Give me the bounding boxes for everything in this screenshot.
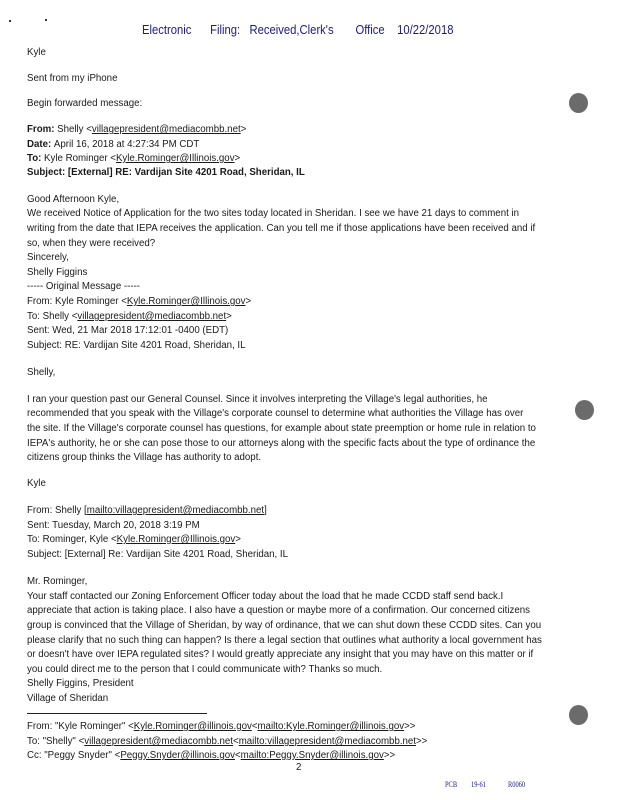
text-line: [27, 721, 415, 733]
text-line: [27, 98, 142, 110]
text-line: [27, 693, 108, 705]
text-line: [27, 73, 117, 85]
text-segment: group is convinced that the Village of Sheridan, by way of ordinance, that we can shut down these CCDD sites. Can you: [27, 620, 542, 631]
text-segment: please clarify that no such thing can happen? Is there a legal section that outlines what authority a local government has: [27, 635, 542, 646]
text-segment: To: "Shelly" <: [27, 736, 85, 747]
text-line: [27, 438, 535, 450]
text-segment: >: [235, 534, 241, 545]
punch-hole-mark: [575, 400, 594, 420]
text-segment: Subject: [External] RE: Vardijan Site 4201 Road, Sheridan, IL: [27, 167, 305, 178]
text-line: [27, 478, 46, 490]
text-segment: Subject: [External] Re: Vardijan Site 4201 Road, Sheridan, IL: [27, 549, 288, 560]
text-segment: Village of Sheridan: [27, 693, 109, 704]
text-line: [27, 605, 530, 617]
text-segment: Kyle: [27, 478, 46, 489]
scan-speck: [45, 19, 47, 21]
text-segment: To: Rominger, Kyle <: [27, 534, 117, 545]
text-line: [27, 534, 241, 546]
stamp-case-number: 19-61: [471, 780, 486, 789]
text-segment: the site. If the Village's corporate counsel has questions, for example about state preemption or home rule in relation to: [27, 423, 536, 434]
text-segment: Cc: "Peggy Snyder" <: [27, 750, 121, 761]
text-segment: <: [251, 721, 258, 732]
text-line: [27, 252, 69, 264]
text-line: [27, 620, 541, 632]
text-line: [27, 238, 155, 250]
text-segment: From: Shelly [: [27, 505, 87, 516]
text-line: [27, 635, 542, 647]
email-link[interactable]: Kyle.Rominger@illinois.gov: [133, 721, 252, 732]
email-link[interactable]: Kyle.Rominger@Illinois.gov: [116, 534, 236, 545]
text-segment: Your staff contacted our Zoning Enforcement Officer today about the load that he made CCDD staff send back.I: [27, 591, 504, 602]
text-segment: Sincerely,: [27, 252, 69, 263]
text-segment: Begin forwarded message:: [27, 98, 143, 109]
text-segment: ]: [264, 505, 267, 516]
text-line: [27, 423, 536, 435]
text-line: [27, 367, 55, 379]
text-segment: April 16, 2018 at 4:27:34 PM CDT: [53, 139, 200, 150]
text-line: [27, 394, 487, 406]
text-line: [27, 520, 200, 532]
stamp-pcb: PCB: [445, 780, 458, 789]
text-line: [27, 736, 427, 748]
text-segment: I ran your question past our General Counsel. Since it involves interpreting the Village's legal authorities, he: [27, 394, 488, 405]
text-line: [27, 153, 240, 165]
text-segment: >: [245, 296, 252, 307]
text-line: [27, 325, 228, 337]
divider-line: [27, 713, 207, 714]
text-line: [27, 208, 519, 220]
email-link[interactable]: mailto:villagepresident@mediacombb.net: [86, 505, 265, 516]
text-segment: <: [234, 750, 241, 761]
email-link[interactable]: villagepresident@mediacombb.net: [84, 736, 234, 747]
text-line: [27, 194, 119, 206]
text-line: [27, 167, 305, 179]
text-segment: Sent: Wed, 21 Mar 2018 17:12:01 -0400 (EDT): [27, 325, 229, 336]
text-segment: Mr. Rominger,: [27, 576, 88, 587]
text-segment: Shelly Figgins, President: [27, 678, 134, 689]
text-line: [27, 281, 140, 293]
text-segment: >: [226, 311, 232, 322]
text-segment: We received Notice of Application for the two sites today located in Sheridan. I see we have 21 days to comment in: [27, 208, 519, 219]
email-link[interactable]: villagepresident@mediacombb.net: [77, 311, 227, 322]
text-segment: Good Afternoon Kyle,: [27, 194, 120, 205]
text-line: [27, 311, 232, 323]
punch-hole-mark: [569, 93, 588, 113]
text-segment: To:: [27, 153, 45, 164]
text-line: [27, 649, 533, 661]
text-segment: Shelly Figgins: [27, 267, 88, 278]
text-line: [27, 408, 523, 420]
text-line: [27, 591, 503, 603]
text-line: [27, 267, 87, 279]
text-line: [27, 549, 288, 561]
email-link[interactable]: villagepresident@mediacombb.net: [91, 124, 241, 135]
email-link[interactable]: Kyle.Rominger@Illinois.gov: [126, 296, 246, 307]
text-segment: citizens group thinks the Village has authority to adopt.: [27, 452, 262, 463]
filing-stamp-header: Electronic Filing: Received,Clerk's Office 10/22/2018: [142, 23, 454, 37]
text-segment: Shelly,: [27, 367, 56, 378]
text-segment: Sent from my iPhone: [27, 73, 118, 84]
text-line: [27, 223, 535, 235]
page-number: 2: [296, 762, 302, 773]
text-line: [27, 340, 245, 352]
text-segment: >>: [416, 736, 428, 747]
text-segment: From: "Kyle Rominger" <: [27, 721, 134, 732]
text-segment: you could direct me to the person that I could communicate with? Thanks so much.: [27, 664, 383, 675]
text-segment: Kyle Rominger <: [44, 153, 116, 164]
text-line: [27, 139, 199, 151]
text-segment: ----- Original Message -----: [27, 281, 141, 292]
email-link[interactable]: mailto:Kyle.Rominger@illinois.gov: [257, 721, 405, 732]
text-segment: <: [233, 736, 239, 747]
text-segment: From: Kyle Rominger <: [27, 296, 127, 307]
text-line: [27, 664, 382, 676]
text-line: [27, 452, 261, 464]
text-line: [27, 47, 46, 59]
email-link[interactable]: mailto:Peggy.Snyder@illinois.gov: [240, 750, 384, 761]
punch-hole-mark: [569, 705, 588, 725]
text-segment: >>: [404, 721, 416, 732]
email-link[interactable]: Peggy.Snyder@illinois.gov: [120, 750, 235, 761]
text-line: [27, 750, 395, 762]
text-line: [27, 576, 87, 588]
text-line: [27, 124, 246, 136]
text-segment: Shelly <: [57, 124, 92, 135]
text-segment: so, when they were received?: [27, 238, 156, 249]
text-segment: >: [240, 124, 247, 135]
text-segment: IEPA's authority, he or she can pose those to our attorneys along with the specific facts about the type of ordinance the: [27, 438, 536, 449]
text-segment: appreciate that action is taking place. I also have a question or maybe more of a confirmation. Our concerned citizens: [27, 605, 530, 616]
text-segment: Sent: Tuesday, March 20, 2018 3:19 PM: [27, 520, 200, 531]
stamp-record-number: R0060: [508, 780, 526, 789]
text-line: [27, 296, 251, 308]
text-segment: >>: [383, 750, 396, 761]
email-link[interactable]: Kyle.Rominger@Illinois.gov: [115, 153, 235, 164]
email-link[interactable]: mailto:villagepresident@mediacombb.net: [238, 736, 416, 747]
text-segment: Date:: [27, 139, 54, 150]
text-segment: From:: [27, 124, 58, 135]
text-line: [27, 505, 267, 517]
text-segment: Kyle: [27, 47, 46, 58]
text-segment: writing from the date that IEPA receives the application. Can you tell me if those applications have been received and if: [27, 223, 536, 234]
text-segment: recommended that you speak with the Village's corporate counsel to determine what authorities the Village has over: [27, 408, 524, 419]
text-segment: To: Shelly <: [27, 311, 78, 322]
text-segment: >: [234, 153, 241, 164]
text-segment: or doesn't have over IEPA regulated sites? I would greatly appreciate any insight that you may have on this matter or if: [27, 649, 534, 660]
scan-speck: [9, 20, 11, 22]
text-segment: Subject: RE: Vardijan Site 4201 Road, Sheridan, IL: [27, 340, 246, 351]
text-line: [27, 678, 134, 690]
